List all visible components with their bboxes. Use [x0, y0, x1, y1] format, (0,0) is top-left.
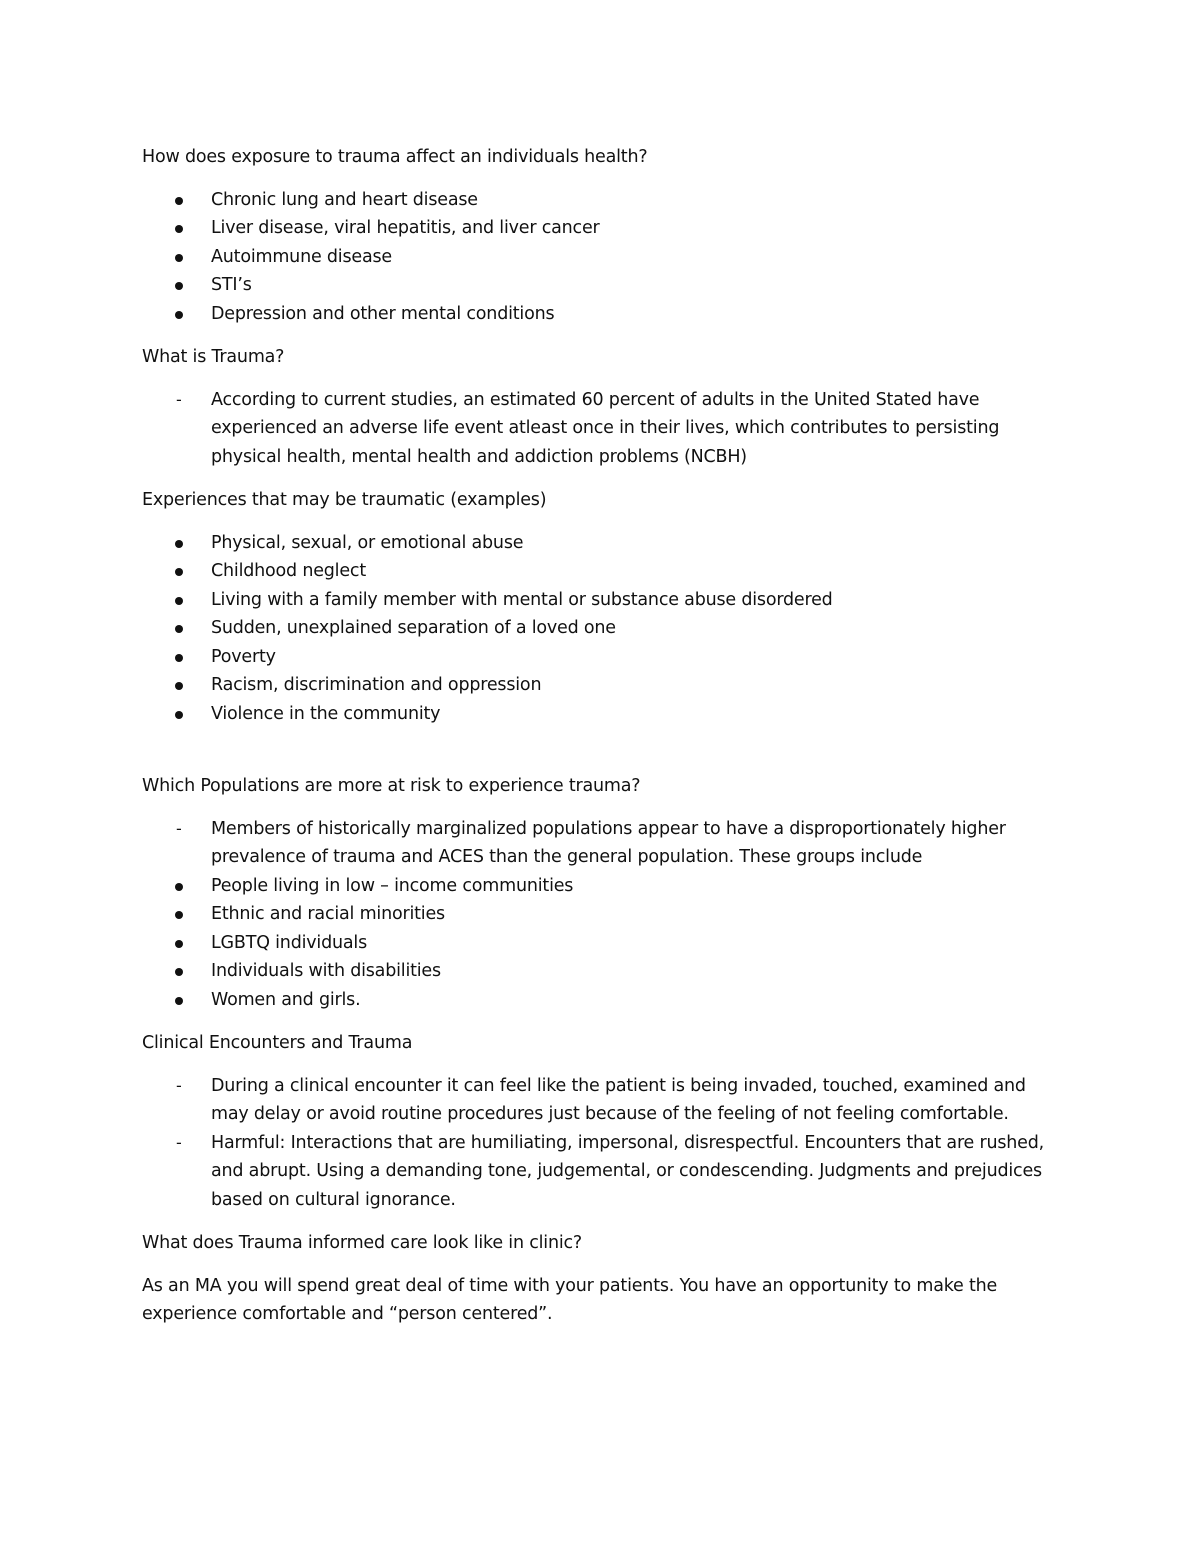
list-item: Violence in the community: [142, 700, 1047, 729]
bullet-icon: [175, 911, 183, 919]
bullet-icon: [175, 197, 183, 205]
clinical-encounters-list: [142, 1072, 1047, 1215]
list-item: Autoimmune disease: [142, 243, 1047, 272]
list-item: Women and girls.: [142, 986, 1047, 1015]
list-item: Poverty: [142, 643, 1047, 672]
section-heading-informed-care: What does Trauma informed care look like in clinic?: [142, 1233, 583, 1253]
list-item: - Harmful: Interactions that are humiliating, impersonal, disrespectful. Encounters that are rushed, and abrupt. Using a demanding tone, judgemental, or condescending. Judgments and prejudices based on cultural ignorance.: [142, 1129, 1047, 1215]
bullet-icon: [175, 540, 183, 548]
at-risk-populations-list: [142, 815, 1047, 1015]
bullet-icon: [175, 682, 183, 690]
health-effects-list: [142, 186, 1047, 329]
list-item: Chronic lung and heart disease: [142, 186, 1047, 215]
section-heading-health: How does exposure to trauma affect an individuals health?: [142, 147, 648, 167]
bullet-icon: [175, 597, 183, 605]
list-item: Racism, discrimination and oppression: [142, 671, 1047, 700]
dash-marker: -: [176, 818, 182, 838]
section-heading-clinical: Clinical Encounters and Trauma: [142, 1033, 413, 1053]
dash-marker: -: [176, 389, 182, 409]
document-body: [142, 143, 1047, 1329]
list-item: - Members of historically marginalized populations appear to have a disproportionately higher prevalence of trauma and ACES than the general population. These groups include: [142, 815, 1047, 872]
list-item: Liver disease, viral hepatitis, and liver cancer: [142, 214, 1047, 243]
bullet-icon: [175, 225, 183, 233]
bullet-icon: [175, 968, 183, 976]
section-heading-populations: Which Populations are more at risk to experience trauma?: [142, 776, 641, 796]
list-item: Physical, sexual, or emotional abuse: [142, 529, 1047, 558]
list-item: Individuals with disabilities: [142, 957, 1047, 986]
bullet-icon: [175, 568, 183, 576]
list-item: Childhood neglect: [142, 557, 1047, 586]
list-item: Sudden, unexplained separation of a loved one: [142, 614, 1047, 643]
section-heading-experiences: Experiences that may be traumatic (examples): [142, 490, 547, 510]
traumatic-experiences-list: [142, 529, 1047, 729]
list-item: LGBTQ individuals: [142, 929, 1047, 958]
bullet-icon: [175, 883, 183, 891]
list-item: - According to current studies, an estimated 60 percent of adults in the United Stated have experienced an adverse life event atleast once in their lives, which contributes to persisting physical health, mental health and addiction problems (NCBH): [142, 386, 1047, 472]
bullet-icon: [175, 654, 183, 662]
list-item: - During a clinical encounter it can feel like the patient is being invaded, touched, examined and may delay or avoid routine procedures just because of the feeling of not feeling comfortable.: [142, 1072, 1047, 1129]
list-item: People living in low – income communities: [142, 872, 1047, 901]
dash-marker: -: [176, 1075, 182, 1095]
list-item: STI’s: [142, 271, 1047, 300]
bullet-icon: [175, 311, 183, 319]
bullet-icon: [175, 711, 183, 719]
section-heading-what-is-trauma: What is Trauma?: [142, 347, 285, 367]
list-item: Ethnic and racial minorities: [142, 900, 1047, 929]
informed-care-paragraph: As an MA you will spend great deal of time with your patients. You have an opportunity to make the experience comfortable and “person centered”.: [142, 1275, 998, 1324]
bullet-icon: [175, 625, 183, 633]
list-item: Living with a family member with mental or substance abuse disordered: [142, 586, 1047, 615]
dash-marker: -: [176, 1132, 182, 1152]
bullet-icon: [175, 282, 183, 290]
bullet-icon: [175, 940, 183, 948]
bullet-icon: [175, 254, 183, 262]
bullet-icon: [175, 997, 183, 1005]
list-item: Depression and other mental conditions: [142, 300, 1047, 329]
trauma-definition-list: [142, 386, 1047, 472]
